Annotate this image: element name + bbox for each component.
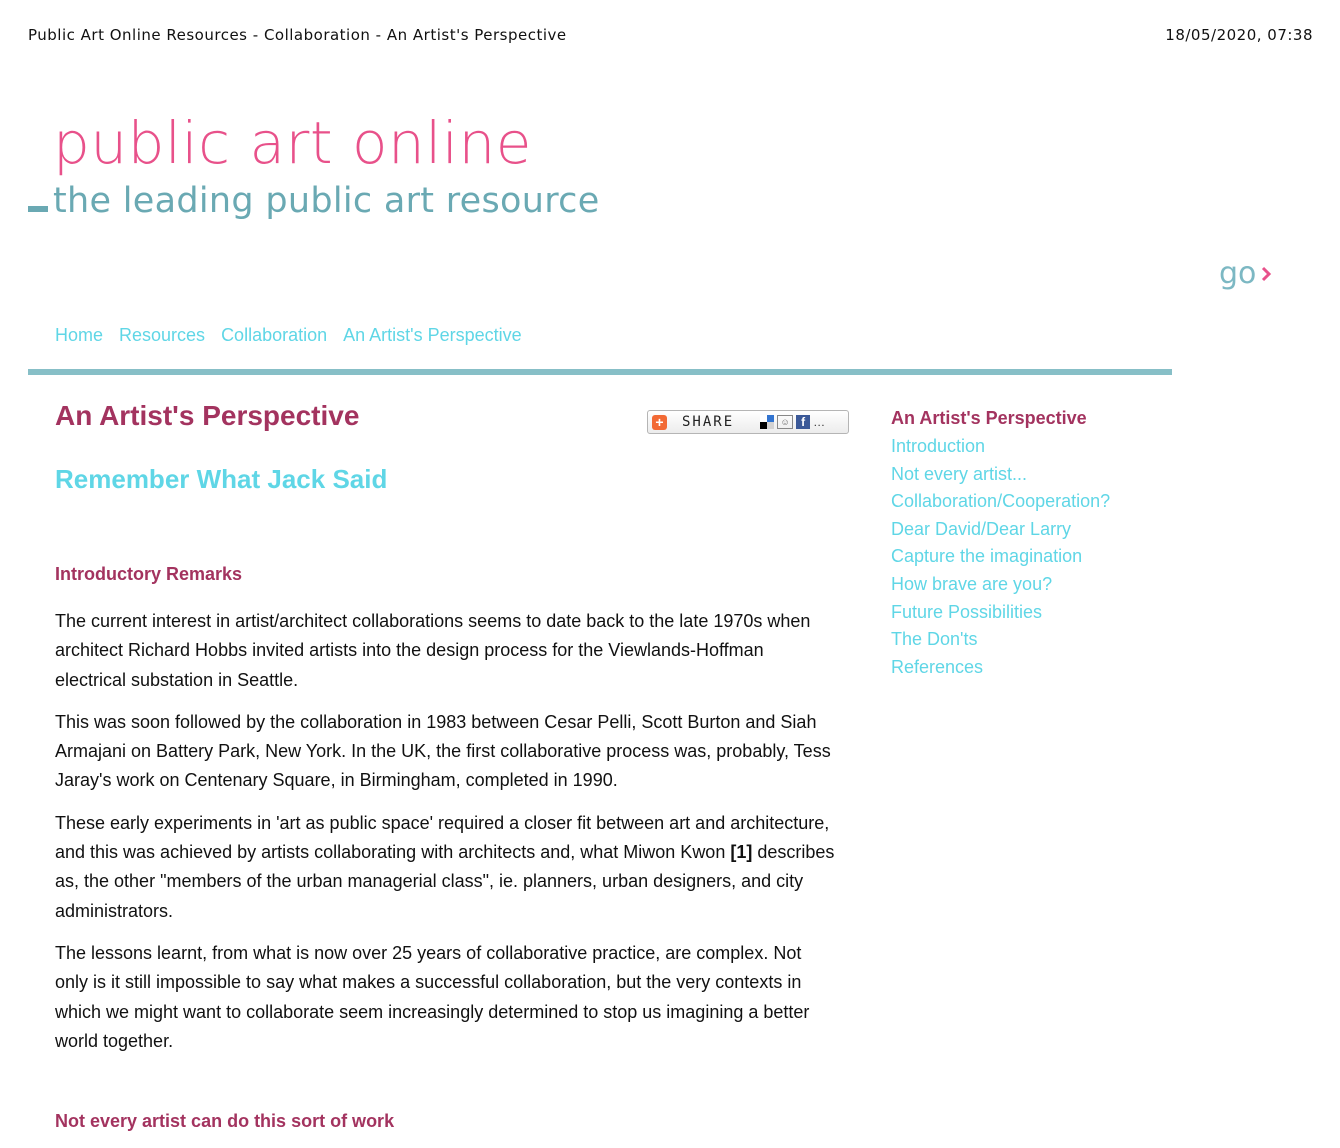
print-header <box>28 26 1313 46</box>
main-content <box>55 398 835 1131</box>
logo-dash <box>28 206 48 212</box>
sidebar-item-dear-david[interactable]: Dear David/Dear Larry <box>891 518 1072 539</box>
paragraph: This was soon followed by the collaboration in 1983 between Cesar Pelli, Scott Burton and Siah Armajani on Battery Park, New York. In the UK, the first collaborative process was, probably, Tess Jaray's work on Centenary Square, in Birmingham, completed in 1990. <box>55 711 831 791</box>
logo-tagline: the leading public art resource <box>53 181 600 221</box>
print-page-title: Public Art Online Resources - Collaboration - An Artist's Perspective <box>28 26 567 44</box>
digg-icon: ☺ <box>777 415 793 429</box>
share-service-icons <box>760 415 825 429</box>
facebook-icon: f <box>796 415 810 429</box>
paragraph <box>55 809 835 926</box>
share-button[interactable] <box>647 410 849 434</box>
breadcrumb-resources[interactable]: Resources <box>119 325 206 345</box>
paragraph-text: describes as, the other "members of the urban managerial class", ie. planners, urban designers, and city administrators. <box>55 842 835 921</box>
delicious-icon <box>760 415 774 429</box>
footnote-link[interactable]: [1] <box>730 842 753 863</box>
breadcrumb-home[interactable]: Home <box>55 325 104 345</box>
sidebar-item-future-possibilities[interactable]: Future Possibilities <box>891 601 1043 622</box>
section-heading-introductory-remarks: Introductory Remarks <box>55 564 243 584</box>
sidebar-item-collaboration-cooperation[interactable]: Collaboration/Cooperation? <box>891 491 1111 512</box>
plus-icon: + <box>652 415 667 430</box>
page-subtitle: Remember What Jack Said <box>55 464 388 494</box>
header-divider <box>28 369 1172 375</box>
more-icon: … <box>813 415 826 429</box>
share-label: SHARE <box>682 414 735 430</box>
breadcrumb-current[interactable]: An Artist's Perspective <box>343 325 522 345</box>
sidebar-item-introduction[interactable]: Introduction <box>891 436 986 456</box>
chevron-right-icon <box>1260 264 1274 284</box>
paragraph-text: These early experiments in 'art as public space' required a closer fit between art and architecture, and this was achieved by artists collaborating with architects and, what Miwon Kwon <box>55 812 830 863</box>
sidebar-item-references[interactable]: References <box>891 656 984 677</box>
paragraph: The lessons learnt, from what is now over 25 years of collaborative practice, are complex. Not only is it still impossible to say what makes a successful collaboration, but the very contexts in which we might want to collaborate seem increasingly determined to stop us imagining a better world together. <box>55 942 810 1051</box>
section-heading-not-every-artist: Not every artist can do this sort of work <box>55 1111 395 1131</box>
paragraph: The current interest in artist/architect collaborations seems to date back to the late 1970s when architect Richard Hobbs invited artists into the design process for the Viewlands-Hoffman electrical substation in Seattle. <box>55 611 811 690</box>
logo-wordmark: public art online <box>53 109 532 177</box>
sidebar-title: An Artist's Perspective <box>891 408 1087 428</box>
site-logo[interactable] <box>28 108 628 228</box>
go-label: go <box>1219 256 1257 291</box>
sidebar-item-capture-imagination[interactable]: Capture the imagination <box>891 546 1083 567</box>
sidebar-item-the-donts[interactable]: The Don'ts <box>891 629 978 650</box>
sidebar-nav <box>891 407 1171 681</box>
search-go-button[interactable] <box>1219 254 1274 294</box>
intro-body <box>55 607 835 1069</box>
print-datetime: 18/05/2020, 07:38 <box>1165 26 1313 44</box>
breadcrumb <box>55 325 538 346</box>
breadcrumb-collaboration[interactable]: Collaboration <box>221 325 328 345</box>
page-title: An Artist's Perspective <box>55 400 360 431</box>
sidebar-item-how-brave[interactable]: How brave are you? <box>891 573 1053 594</box>
sidebar-item-not-every-artist[interactable]: Not every artist... <box>891 463 1028 484</box>
